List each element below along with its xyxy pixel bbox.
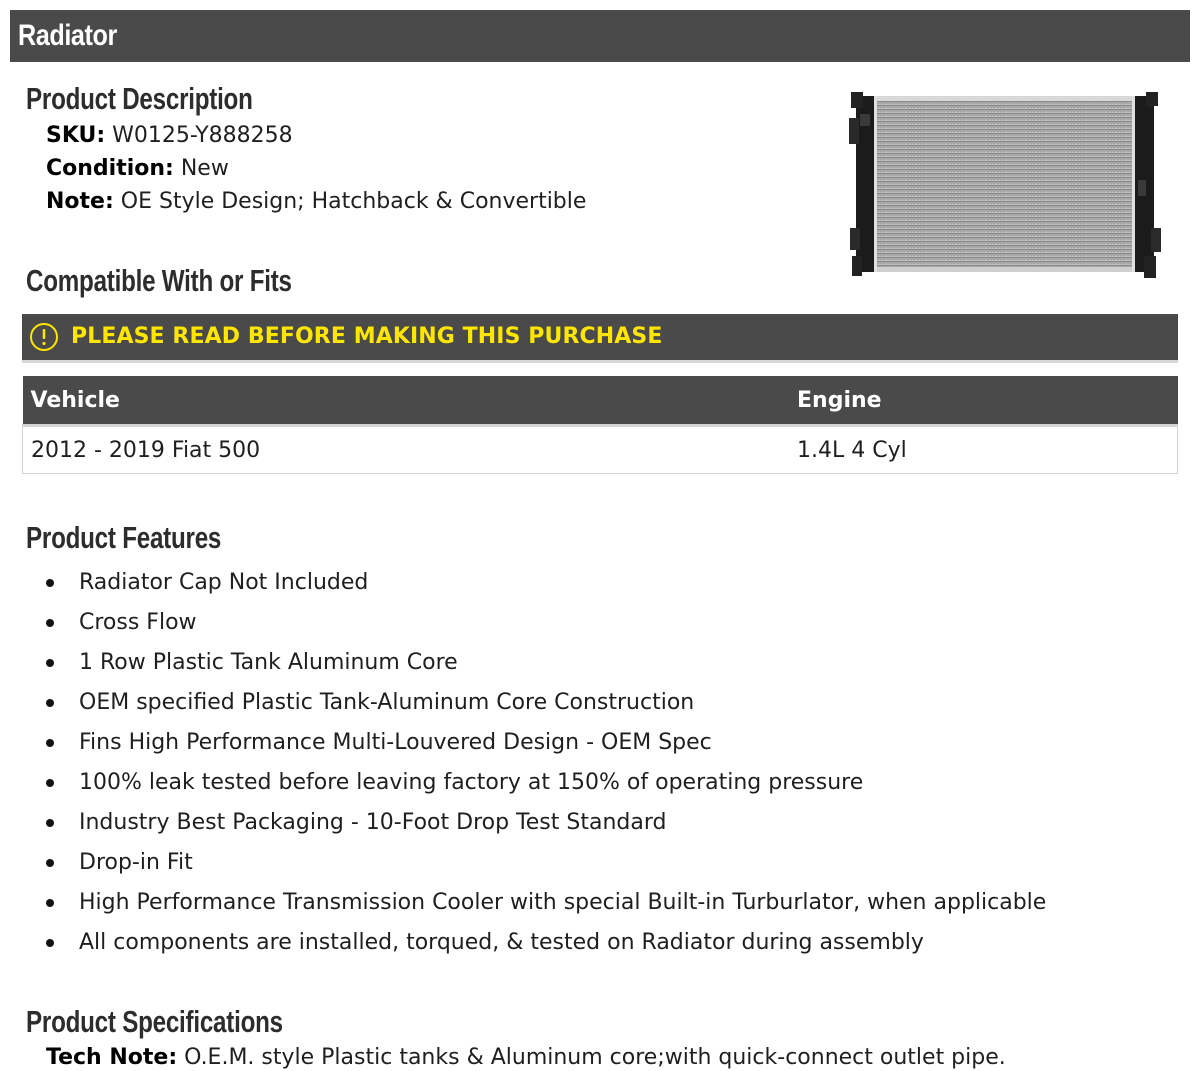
fitment-table [22,376,1178,474]
bullet-icon [46,899,54,907]
bullet-icon [46,579,54,587]
note-label: Note: [46,189,114,214]
bullet-icon [46,819,54,827]
page-header-bar [10,10,1190,62]
list-item [0,803,1046,843]
tech-note-value: O.E.M. style Plastic tanks & Aluminum core;with quick-connect outlet pipe. [184,1045,1006,1070]
list-item [0,603,1046,643]
feature-text: Radiator Cap Not Included [79,570,369,595]
bullet-icon [46,939,54,947]
features-list [0,563,1046,963]
tech-note-line [46,1045,1006,1071]
table-row [23,426,1178,474]
note-line [46,189,586,215]
feature-text: 1 Row Plastic Tank Aluminum Core [79,650,458,675]
list-item [0,643,1046,683]
engine-cell: 1.4L 4 Cyl [789,426,1178,474]
product-specifications-heading: Product Specifications [26,1004,283,1039]
list-item [0,683,1046,723]
sku-label: SKU: [46,123,106,148]
list-item [0,763,1046,803]
vehicle-cell: 2012 - 2019 Fiat 500 [23,426,790,474]
product-features-heading: Product Features [26,520,222,555]
purchase-notice-bar [22,314,1178,363]
bullet-icon [46,699,54,707]
sku-line [46,123,293,149]
list-item [0,883,1046,923]
vehicle-column-header: Vehicle [23,376,790,426]
feature-text: Industry Best Packaging - 10-Foot Drop Test Standard [79,810,667,835]
feature-text: High Performance Transmission Cooler with special Built-in Turburlator, when applicable [79,890,1047,915]
table-header-row [23,376,1178,426]
feature-text: Fins High Performance Multi-Louvered Design - OEM Spec [79,730,712,755]
compatible-heading: Compatible With or Fits [26,263,292,298]
purchase-notice-text: PLEASE READ BEFORE MAKING THIS PURCHASE [71,324,663,349]
radiator-product-image [846,88,1164,282]
list-item [0,563,1046,603]
bullet-icon [46,619,54,627]
condition-value: New [180,156,229,181]
bullet-icon [46,659,54,667]
product-description-heading: Product Description [26,81,253,116]
list-item [0,923,1046,963]
bullet-icon [46,859,54,867]
feature-text: All components are installed, torqued, & tested on Radiator during assembly [79,930,924,955]
exclamation-circle-icon [29,322,59,352]
sku-value: W0125-Y888258 [112,123,293,148]
list-item [0,723,1046,763]
bullet-icon [46,739,54,747]
tech-note-label: Tech Note: [46,1045,178,1070]
note-value: OE Style Design; Hatchback & Convertible [120,189,587,214]
feature-text: OEM specified Plastic Tank-Aluminum Core Construction [79,690,695,715]
list-item [0,843,1046,883]
feature-text: Drop-in Fit [79,850,193,875]
condition-line [46,156,229,182]
feature-text: 100% leak tested before leaving factory at 150% of operating pressure [79,770,864,795]
engine-column-header: Engine [789,376,1178,426]
page-title: Radiator [18,19,117,52]
feature-text: Cross Flow [79,610,197,635]
bullet-icon [46,779,54,787]
condition-label: Condition: [46,156,174,181]
